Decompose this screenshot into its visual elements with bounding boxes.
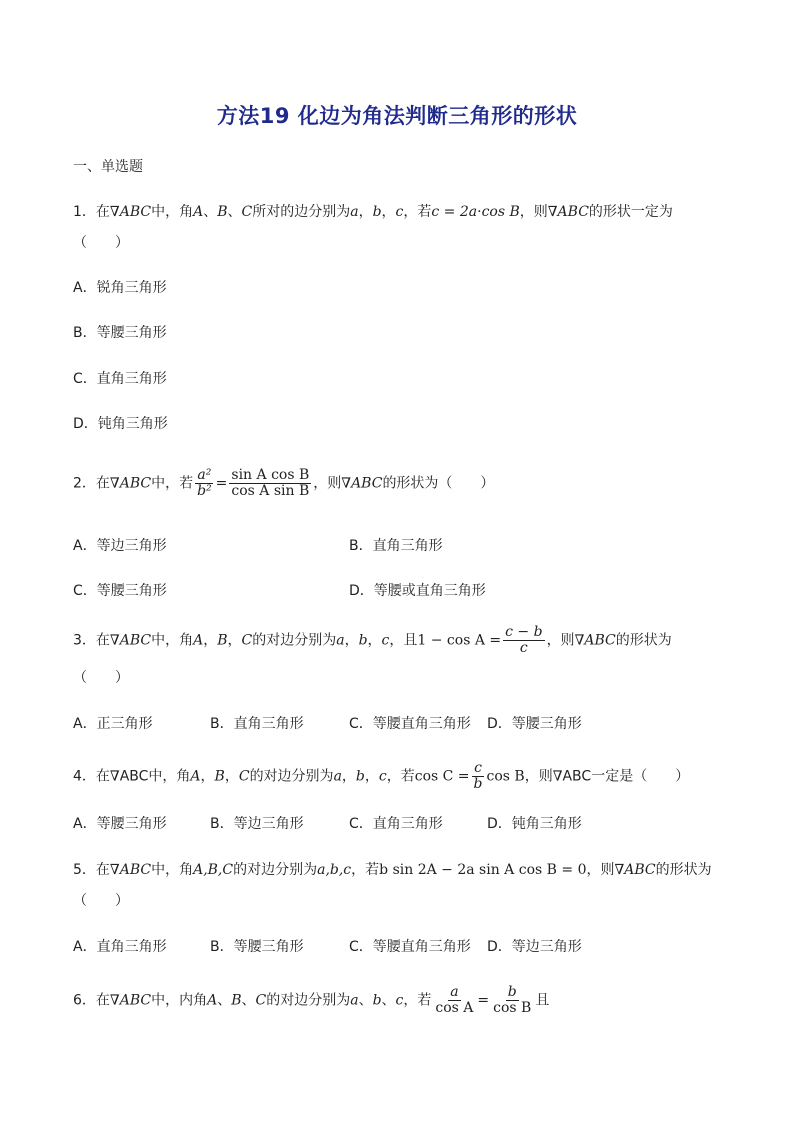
q1-option-a[interactable]: A．锐角三角形: [73, 280, 167, 296]
question-1-paren: （ ）: [73, 235, 129, 251]
question-5-paren: （ ）: [73, 893, 129, 909]
q2-option-a[interactable]: A．等边三角形: [73, 538, 167, 554]
section-heading: 一、单选题: [73, 159, 143, 175]
q6-fraction-right: $\frac{b}{\text{cos B}}$: [493, 984, 532, 1016]
q2-option-b[interactable]: B．直角三角形: [349, 538, 443, 554]
q2-option-d[interactable]: D．等腰或直角三角形: [349, 583, 486, 599]
question-5-stem: 5．在∇ABC中，角A,B,C的对边分别为a,b,c，若b sin 2A − 2a sin A cos B = 0，则∇ABC的形状为: [73, 862, 712, 878]
q3-option-a[interactable]: A．正三角形: [73, 716, 153, 732]
q5-option-a[interactable]: A．直角三角形: [73, 939, 167, 955]
q2-fraction-right: $\frac{\text{sin A cos B}}{\text{cos A sin B}}$: [231, 467, 310, 499]
question-3-stem: 3．在∇ABC中，角A，B，C的对边分别为a，b，c，且1 − cos A = $\frac{c - b}{c}$ ，则∇ABC的形状为: [73, 624, 672, 656]
q3-option-c[interactable]: C．等腰直角三角形: [349, 716, 471, 732]
q4-option-c[interactable]: C．直角三角形: [349, 816, 443, 832]
q1-option-c[interactable]: C．直角三角形: [73, 371, 167, 387]
q3-option-b[interactable]: B．直角三角形: [210, 716, 304, 732]
q2-fraction-left: $\frac{\text{a²}}{\text{b²}}$: [197, 467, 212, 499]
q5-option-d[interactable]: D．等边三角形: [487, 939, 582, 955]
q4-fraction: $\frac{c}{b}$: [473, 760, 483, 792]
q5-option-b[interactable]: B．等腰三角形: [210, 939, 304, 955]
question-2-stem: 2．在∇ABC中，若 $\frac{\text{a²}}{\text{b²}}$ = $\frac{\text{sin A cos B}}{\text{cos A sin B}}$ ，则∇ABC的形状为（ ）: [73, 467, 495, 499]
q5-option-c[interactable]: C．等腰直角三角形: [349, 939, 471, 955]
q1-option-b[interactable]: B．等腰三角形: [73, 325, 167, 341]
question-1-stem: 1．在∇ABC中，角A、B、C所对的边分别为a，b，c，若c = 2a·cos B，则∇ABC的形状一定为: [73, 204, 673, 220]
q4-option-a[interactable]: A．等腰三角形: [73, 816, 167, 832]
q1-option-d[interactable]: D．钝角三角形: [73, 416, 168, 432]
question-3-paren: （ ）: [73, 670, 129, 686]
question-4-stem: 4．在∇ABC中，角A，B，C的对边分别为a，b，c，若cos C = $\frac{c}{b}$ cos B，则∇ABC一定是（ ）: [73, 760, 690, 792]
q3-option-d[interactable]: D．等腰三角形: [487, 716, 582, 732]
page-title: 方法19 化边为角法判断三角形的形状: [216, 104, 578, 128]
q6-fraction-left: $\frac{a}{\text{cos A}}$: [435, 984, 474, 1016]
q3-fraction: $\frac{c - b}{c}$: [505, 624, 543, 656]
q4-option-d[interactable]: D．钝角三角形: [487, 816, 582, 832]
question-6-stem: 6．在∇ABC中，内角A、B、C的对边分别为a、b、c，若 $\frac{a}{\text{cos A}}$ = $\frac{b}{\text{cos B}}$ 且: [73, 984, 550, 1016]
q4-option-b[interactable]: B．等边三角形: [210, 816, 304, 832]
q2-option-c[interactable]: C．等腰三角形: [73, 583, 167, 599]
